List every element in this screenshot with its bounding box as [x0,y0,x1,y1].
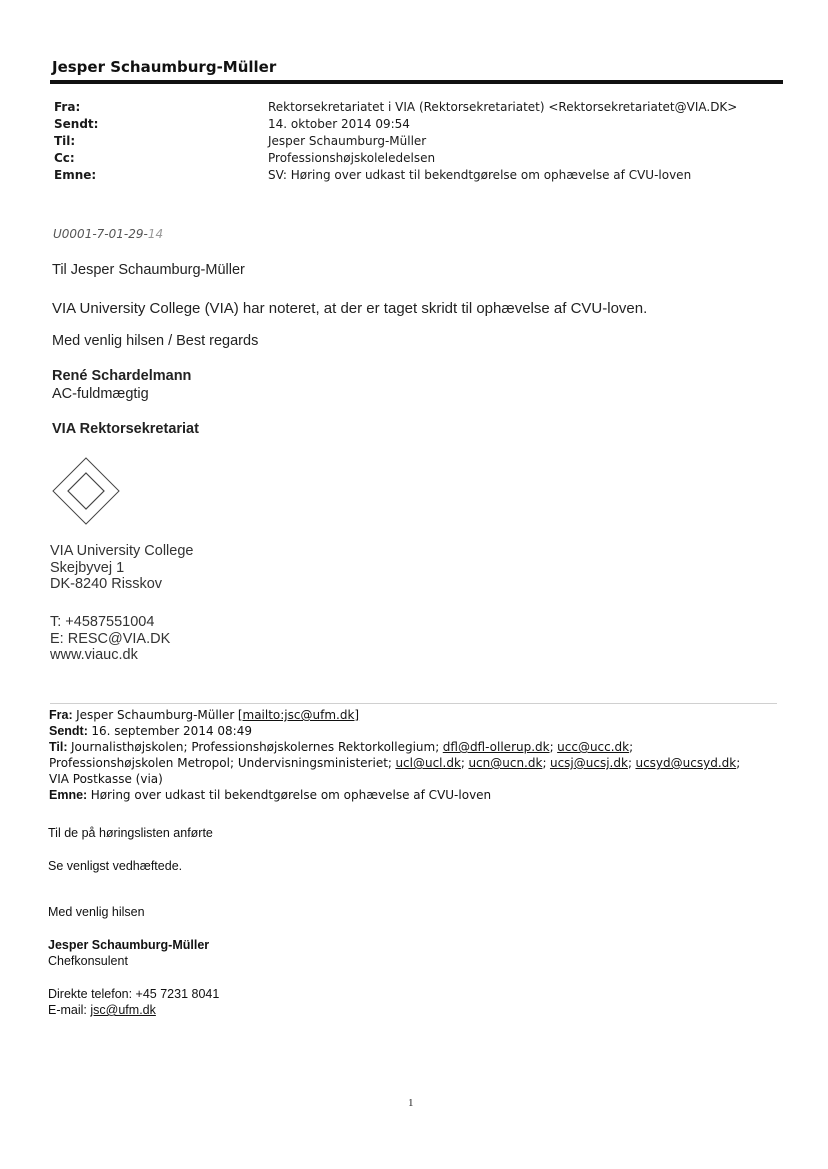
document-reference [53,227,163,241]
header-row-from [54,99,784,116]
cc-label: Cc: [54,151,75,165]
fwd-to-link[interactable]: ucn@ucn.dk [468,756,543,770]
fwd-to-link[interactable]: ucc@ucc.dk [557,740,630,754]
fwd-sent-value: 16. september 2014 08:49 [91,724,252,738]
reply-sender-title: AC-fuldmægtig [52,386,149,402]
fwd-from-mailto-link[interactable]: [mailto:jsc@ufm.dk] [237,708,360,722]
fwd-row-to: Til: Journalisthøjskolen; Professionshøjskolernes Rektorkollegium; dfl@dfl-ollerup.dk; ucc@ucc.dk; [49,740,634,754]
reply-body: VIA University College (VIA) har noteret, at der er taget skridt til ophævelse af CVU-loven. [52,300,648,317]
header-row-subject [54,167,784,184]
fwd-to-link[interactable]: ucl@ucl.dk [395,756,461,770]
reply-sender-name: René Schardelmann [52,368,192,384]
from-value: Rektorsekretariatet i VIA (Rektorsekretariatet) <Rektorsekretariatet@VIA.DK> [268,100,738,114]
fwd-to-text: VIA Postkasse (via) [49,772,163,786]
fwd-row-sent [49,723,789,739]
reply-phone: T: +4587551004 [50,614,155,630]
page-number: 1 [408,1097,414,1109]
fwd-to-link[interactable]: ucsj@ucsj.dk [549,756,628,770]
forwarded-header [49,707,789,803]
cc-value: Professionshøjskoleledelsen [268,151,436,165]
doc-ref-suffix: 14 [147,227,164,241]
doc-ref-main: U0001-7-01-29- [53,227,148,241]
address-line: DK-8240 Risskov [50,576,163,592]
reply-greeting: Til Jesper Schaumburg-Müller [52,262,245,278]
fwd-from-label: Fra: [49,708,73,722]
fwd-subject-label: Emne: [49,788,88,802]
fwd-subject-value: Høring over udkast til bekendtgørelse om ophævelse af CVU-loven [90,788,492,802]
reply-organization: VIA Rektorsekretariat [52,421,199,437]
sent-label: Sendt: [54,117,99,131]
reply-email[interactable]: E: RESC@VIA.DK [50,630,171,647]
reply-closing: Med venlig hilsen / Best regards [52,333,259,349]
to-label: Til: [54,134,76,148]
subject-value: SV: Høring over udkast til bekendtgørelse om ophævelse af CVU-loven [268,168,692,182]
fwd-to-link[interactable]: ucsyd@ucsyd.dk [635,756,737,770]
header-row-sent [54,116,784,133]
reply-contact [50,614,170,664]
fwd-phone: Direkte telefon: +45 7231 8041 [48,987,220,1001]
fwd-closing: Med venlig hilsen [48,905,145,919]
fwd-from-name: Jesper Schaumburg-Müller [76,708,235,722]
fwd-to-link[interactable]: dfl@dfl-ollerup.dk [442,740,550,754]
sent-value: 14. oktober 2014 09:54 [268,117,410,131]
fwd-sent-label: Sendt: [49,724,88,738]
fwd-sender-name: Jesper Schaumburg-Müller [48,938,210,952]
address-line: VIA University College [50,543,194,559]
from-label: Fra: [54,100,81,114]
message-separator [50,703,777,704]
fwd-row-to-end [49,771,789,787]
email-header [54,99,784,184]
header-row-to [54,133,784,150]
fwd-row-from [49,707,789,723]
header-rule [50,80,783,84]
fwd-row-to-cont: Professionshøjskolen Metropol; Undervisningsministeriet; ucl@ucl.dk; ucn@ucn.dk; ucsj@ucsj.dk; ucsyd@ucsyd.dk; [49,756,741,770]
subject-label: Emne: [54,168,97,182]
fwd-to-text: Professionshøjskolen Metropol; Undervisningsministeriet; [49,756,392,770]
mailbox-owner: Jesper Schaumburg-Müller [52,58,277,76]
address-line: Skejbyvej 1 [50,559,125,576]
fwd-email-label: E-mail: [48,1003,87,1017]
fwd-sender-title: Chefkonsulent [48,954,128,968]
fwd-row-subject [49,787,789,803]
reply-address [50,543,193,593]
header-row-cc [54,150,784,167]
fwd-to-label: Til: [49,740,68,754]
fwd-email-row [48,1003,156,1017]
fwd-email-link[interactable]: jsc@ufm.dk [90,1003,156,1017]
fwd-to-text: Journalisthøjskolen; Professionshøjskolernes Rektorkollegium; [71,740,440,754]
fwd-body: Se venligst vedhæftede. [48,859,183,873]
fwd-greeting: Til de på høringslisten anførte [48,826,213,840]
to-value: Jesper Schaumburg-Müller [268,134,427,148]
via-logo-icon [50,455,122,527]
reply-website[interactable]: www.viauc.dk [50,647,138,663]
